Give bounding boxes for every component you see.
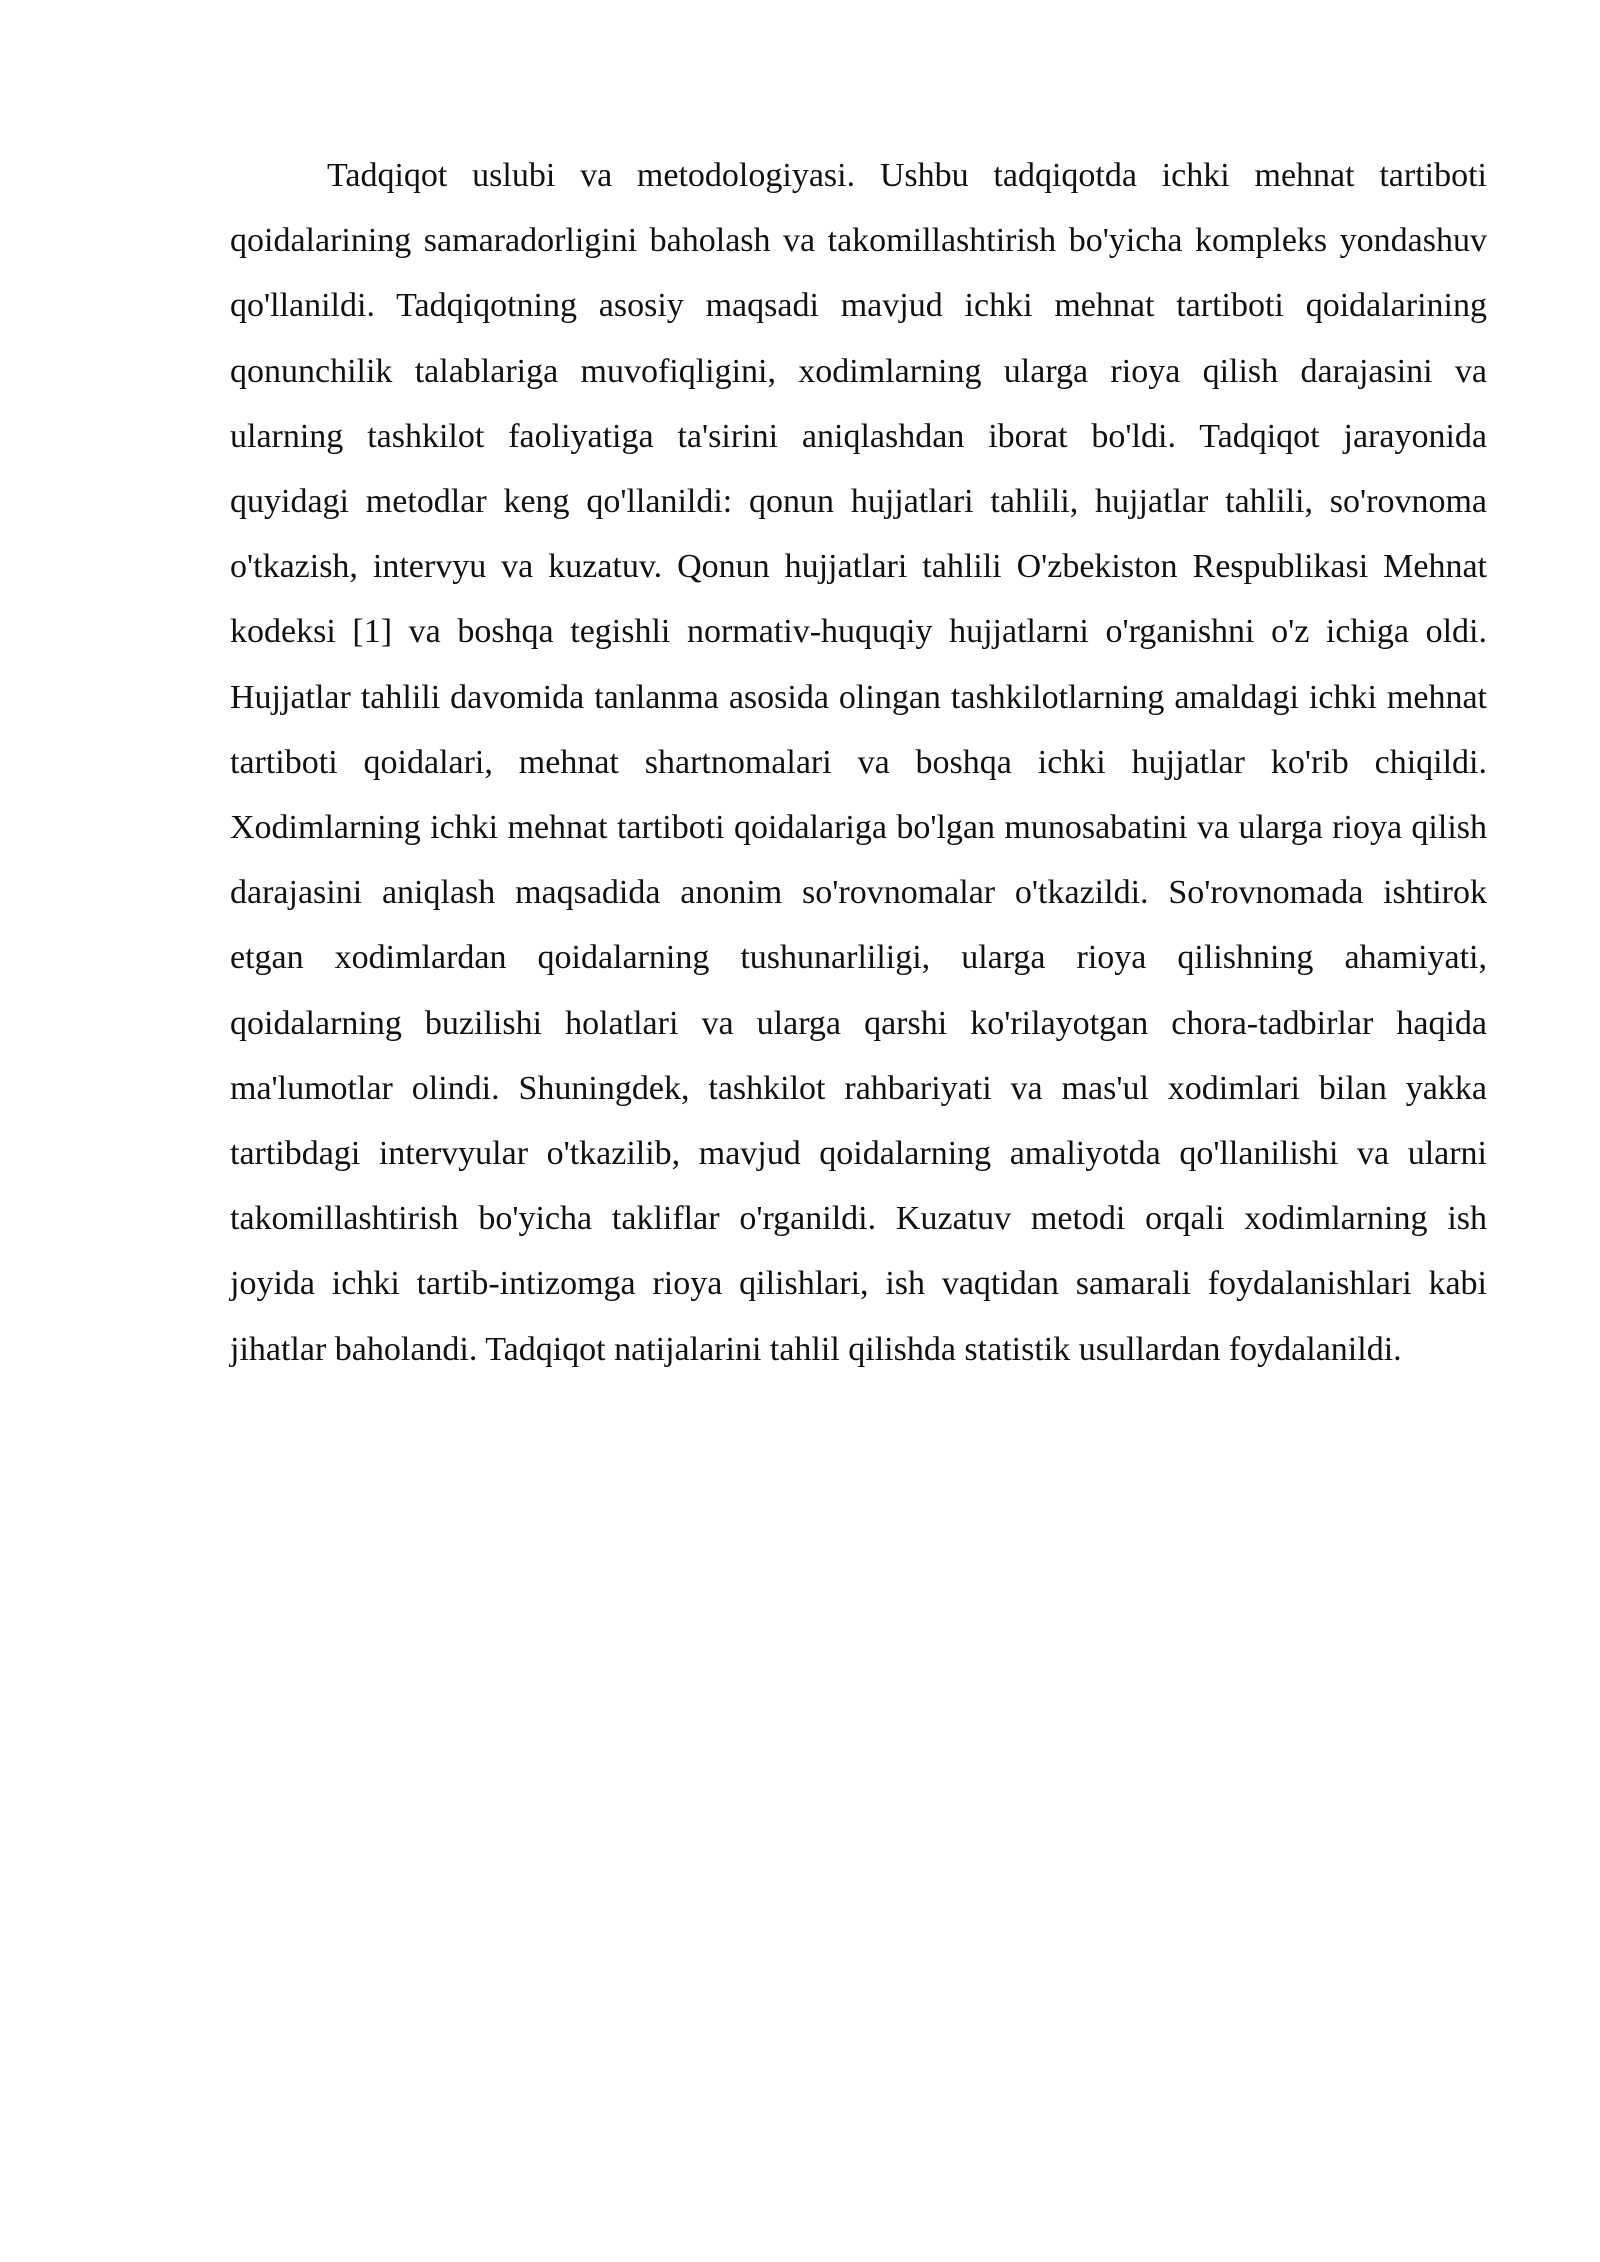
- body-paragraph: Tadqiqot uslubi va metodologiyasi. Ushbu tadqiqotda ichki mehnat tartiboti qoidalarining samaradorligini baholash va takomillashtirish bo'yicha kompleks yondashuv qo'llanildi. Tadqiqotning asosiy maqsadi mavjud ichki mehnat tartiboti qoidalarining qonunchilik talablariga muvofiqligini, xodimlarning ularga rioya qilish darajasini va ularning tashkilot faoliyatiga ta'sirini aniqlashdan iborat bo'ldi. Tadqiqot jarayonida quyidagi metodlar keng qo'llanildi: qonun hujjatlari tahlili, hujjatlar tahlili, so'rovnoma o'tkazish, intervyu va kuzatuv. Qonun hujjatlari tahlili O'zbekiston Respublikasi Mehnat kodeksi [1] va boshqa tegishli normativ-huquqiy hujjatlarni o'rganishni o'z ichiga oldi. Hujjatlar tahlili davomida tanlanma asosida olingan tashkilotlarning amaldagi ichki mehnat tartiboti qoidalari, mehnat shartnomalari va boshqa ichki hujjatlar ko'rib chiqildi. Xodimlarning ichki mehnat tartiboti qoidalariga bo'lgan munosabatini va ularga rioya qilish darajasini aniqlash maqsadida anonim so'rovnomalar o'tkazildi. So'rovnomada ishtirok etgan xodimlardan qoidalarning tushunarliligi, ularga rioya qilishning ahamiyati, qoidalarning buzilishi holatlari va ularga qarshi ko'rilayotgan chora-tadbirlar haqida ma'lumotlar olindi. Shuningdek, tashkilot rahbariyati va mas'ul xodimlari bilan yakka tartibdagi intervyular o'tkazilib, mavjud qoidalarning amaliyotda qo'llanilishi va ularni takomillashtirish bo'yicha takliflar o'rganildi. Kuzatuv metodi orqali xodimlarning ish joyida ichki tartib-intizomga rioya qilishlari, ish vaqtidan samarali foydalanishlari kabi jihatlar baholandi. Tadqiqot natijalarini tahlil qilishda statistik usullardan foydalanildi.: [230, 157, 1487, 1368]
